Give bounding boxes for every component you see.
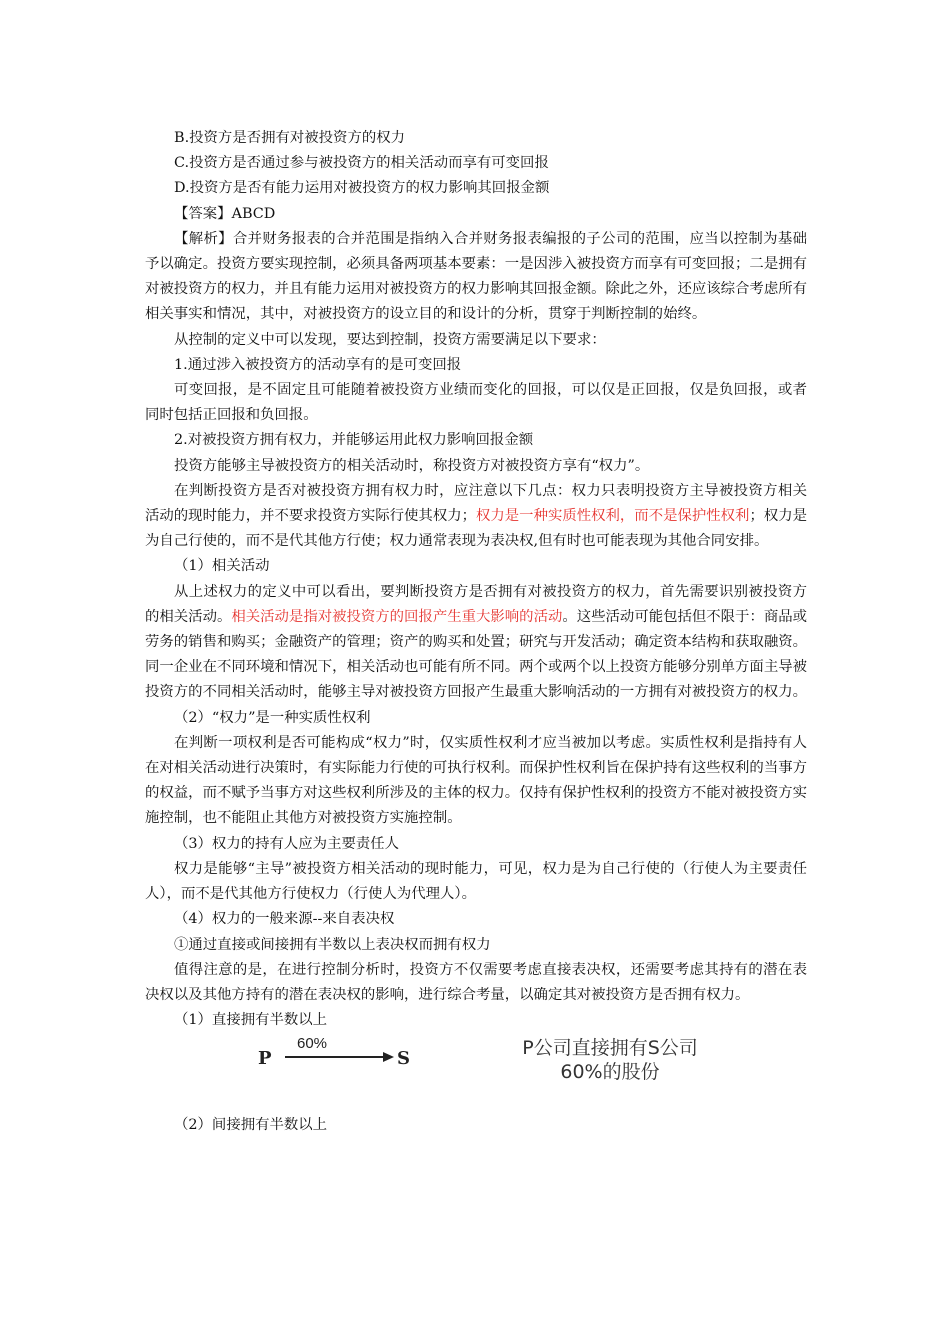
option-c: C.投资方是否通过参与被投资方的相关活动而享有可变回报: [174, 155, 549, 172]
option-d: D.投资方是否有能力运用对被投资方的权力影响其回报金额: [174, 180, 550, 197]
intro-paragraph: 从控制的定义中可以发现，要达到控制，投资方需要满足以下要求：: [174, 331, 606, 348]
diagram-caption: [480, 1036, 740, 1084]
answer: 【答案】ABCD: [174, 205, 276, 222]
analysis-label: 【解析】: [174, 230, 233, 247]
section-1-text-after: 。这些活动可能包括但不限于：商品或劳务的销售和购买；金融资产的管理；资产的购买和处置；研究与开发活动；确定资本结构和获取融资。同一企业在不同环境和情况下，相关活动也可能有所不同。两个或两个以上投资方能够分别单方面主导被投资方的不同相关活动时，能够主导对被投资方回报产生最重大影响活动的一方拥有对被投资方的权力。: [145, 608, 808, 701]
requirement-1-body: 可变回报，是不固定且可能随着被投资方业绩而变化的回报，可以仅是正回报，仅是负回报，或者同时包括正回报和负回报。: [145, 382, 807, 424]
section-3-title: （3）权力的持有人应为主要责任人: [174, 835, 400, 852]
section-1-text-before: 从上述权力的定义中可以看出，要判断投资方是否拥有对被投资方的权力，首先需要识别被投资方的相关活动。: [145, 583, 807, 625]
ownership-arrow-icon: [285, 1051, 395, 1063]
section-2-title: （2）“权力”是一种实质性权利: [174, 709, 371, 726]
section-1-title: （1）相关活动: [174, 558, 270, 575]
section-4-title: （4）权力的一般来源--来自表决权: [174, 911, 395, 928]
ownership-percent: 60%: [297, 1035, 328, 1053]
company-p-label: P: [258, 1048, 272, 1070]
indirect-ownership-heading: （2）间接拥有半数以上: [174, 1117, 328, 1134]
points-text-after: ；权力是为自己行使的，而不是代其他方行使；权力通常表现为表决权,但有时也可能表现为其他合同安排。: [145, 508, 808, 550]
points-text-before: 在判断投资方是否对被投资方拥有权力时，应注意以下几点：权力只表明投资方主导被投资方相关活动的现时能力，并不要求投资方实际行使其权力；: [145, 482, 807, 525]
option-b: B.投资方是否拥有对被投资方的权力: [174, 130, 406, 146]
company-s-label: S: [397, 1048, 410, 1070]
ownership-diagram: [145, 1033, 807, 1113]
analysis-paragraph: [145, 227, 807, 328]
section-4-sub1: ①通过直接或间接拥有半数以上表决权而拥有权力: [174, 936, 491, 953]
section-4-body: 值得注意的是，在进行控制分析时，投资方不仅需要考虑直接表决权，还需要考虑其持有的潜在表决权以及其他方持有的潜在表决权的影响，进行综合考量，以确定其对被投资方是否拥有权力。: [145, 961, 807, 1003]
requirement-1-title: 1.通过涉入被投资方的活动享有的是可变回报: [174, 356, 462, 373]
section-3-body: 权力是能够“主导”被投资方相关活动的现时能力，可见，权力是为自己行使的（行使人为主要责任人），而不是代其他方行使权力（行使人为代理人）。: [145, 860, 807, 903]
direct-ownership-heading: （1）直接拥有半数以上: [174, 1012, 328, 1029]
requirement-2-title: 2.对被投资方拥有权力，并能够运用此权力影响回报金额: [174, 432, 534, 449]
highlight-substantive-right: 权力是一种实质性权利，而不是保护性权利: [476, 508, 750, 525]
highlight-relevant-activity: 相关活动是指对被投资方的回报产生重大影响的活动: [231, 608, 563, 625]
analysis-text: 合并财务报表的合并范围是指纳入合并财务报表编报的子公司的范围，应当以控制为基础予以确定。投资方要实现控制，必须具备两项基本要素：一是因涉入被投资方而享有可变回报；二是拥有对被投资方的权力，并且有能力运用对被投资方的权力影响其回报金额。除此之外，还应该综合考虑所有相关事实和情况，其中，对被投资方的设立目的和设计的分析，贯穿于判断控制的始终。: [145, 230, 807, 323]
document-page: [145, 126, 807, 1139]
requirement-2-body: 投资方能够主导被投资方的相关活动时，称投资方对被投资方享有“权力”。: [174, 457, 650, 474]
caption-line-1: P公司直接拥有S公司: [522, 1037, 698, 1060]
requirement-2-points: [145, 479, 807, 555]
section-1-body: [145, 580, 807, 706]
caption-line-2: 60%的股份: [560, 1061, 660, 1084]
section-2-body: 在判断一项权利是否可能构成“权力”时，仅实质性权利才应当被加以考虑。实质性权利是指持有人在对相关活动进行决策时，有实际能力行使的可执行权利。而保护性权利旨在保护持有这些权利的当事方的权益，而不赋予当事方对这些权利所涉及的主体的权力。仅持有保护性权利的投资方不能对被投资方实施控制，也不能阻止其他方对被投资方实施控制。: [145, 734, 807, 827]
